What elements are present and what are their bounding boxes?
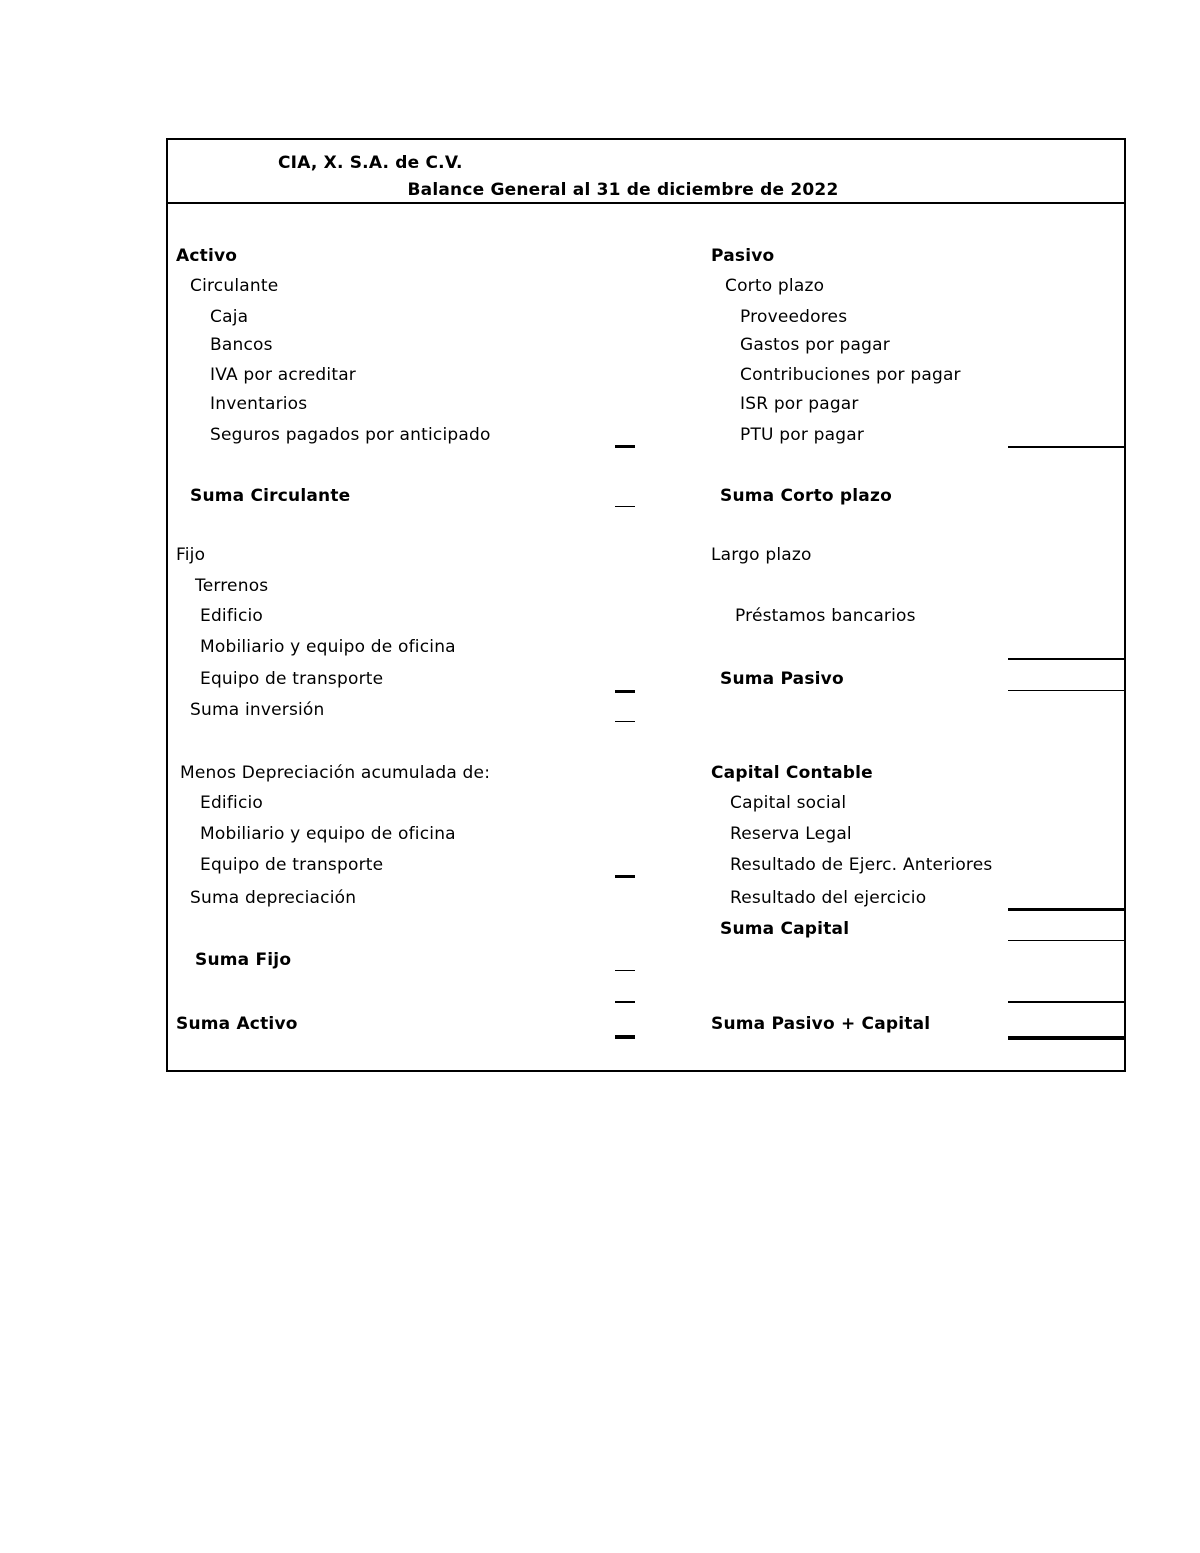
total-underline: [615, 690, 635, 693]
depreciation-item: Equipo de transporte: [200, 855, 384, 875]
total-underline: [615, 445, 635, 448]
total-underline: [1008, 690, 1124, 691]
report-title: Balance General al 31 de diciembre de 2022: [407, 180, 839, 200]
equity-item: Resultado de Ejerc. Anteriores: [730, 855, 993, 875]
total-underline: [615, 506, 635, 507]
header-divider: [168, 202, 1124, 204]
depreciation-item: Mobiliario y equipo de oficina: [200, 824, 456, 844]
total-underline: [1008, 446, 1124, 448]
total-underline: [1008, 908, 1124, 911]
total-underline: [615, 721, 635, 722]
suma-circulante: Suma Circulante: [190, 486, 351, 506]
equity-item: Resultado del ejercicio: [730, 888, 927, 908]
asset-item: Edificio: [200, 606, 264, 626]
equity-item: Capital social: [730, 793, 847, 813]
asset-item: Terrenos: [195, 576, 269, 596]
asset-item: Seguros pagados por anticipado: [210, 425, 491, 445]
asset-item: Mobiliario y equipo de oficina: [200, 637, 456, 657]
asset-item: Inventarios: [210, 394, 308, 414]
liability-item: Proveedores: [740, 307, 848, 327]
double-underline: [1008, 1036, 1124, 1040]
activo-heading: Activo: [176, 246, 238, 266]
suma-pasivo-capital: Suma Pasivo + Capital: [711, 1014, 931, 1034]
liability-item: ISR por pagar: [740, 394, 859, 414]
largo-plazo-heading: Largo plazo: [711, 545, 812, 565]
total-underline: [615, 970, 635, 971]
liability-item: Contribuciones por pagar: [740, 365, 961, 385]
double-underline: [615, 1035, 635, 1039]
capital-heading: Capital Contable: [711, 763, 873, 783]
suma-fijo: Suma Fijo: [195, 950, 292, 970]
asset-item: Caja: [210, 307, 249, 327]
company-name: CIA, X. S.A. de C.V.: [278, 153, 463, 173]
total-underline: [615, 1001, 635, 1003]
liability-item: Préstamos bancarios: [735, 606, 916, 626]
suma-capital: Suma Capital: [720, 919, 850, 939]
depreciation-item: Edificio: [200, 793, 264, 813]
fijo-heading: Fijo: [176, 545, 206, 565]
total-underline: [1008, 1001, 1124, 1003]
balance-sheet: [166, 138, 1126, 1072]
asset-item: Equipo de transporte: [200, 669, 384, 689]
corto-plazo-heading: Corto plazo: [725, 276, 825, 296]
suma-inversion: Suma inversión: [190, 700, 325, 720]
suma-pasivo: Suma Pasivo: [720, 669, 844, 689]
equity-item: Reserva Legal: [730, 824, 852, 844]
total-underline: [615, 875, 635, 878]
suma-depreciacion: Suma depreciación: [190, 888, 357, 908]
total-underline: [1008, 940, 1124, 941]
circulante-heading: Circulante: [190, 276, 279, 296]
asset-item: IVA por acreditar: [210, 365, 356, 385]
depreciacion-heading: Menos Depreciación acumulada de:: [180, 763, 491, 783]
liability-item: Gastos por pagar: [740, 335, 890, 355]
pasivo-heading: Pasivo: [711, 246, 775, 266]
liability-item: PTU por pagar: [740, 425, 865, 445]
asset-item: Bancos: [210, 335, 273, 355]
total-underline: [1008, 658, 1124, 660]
suma-corto-plazo: Suma Corto plazo: [720, 486, 892, 506]
suma-activo: Suma Activo: [176, 1014, 298, 1034]
